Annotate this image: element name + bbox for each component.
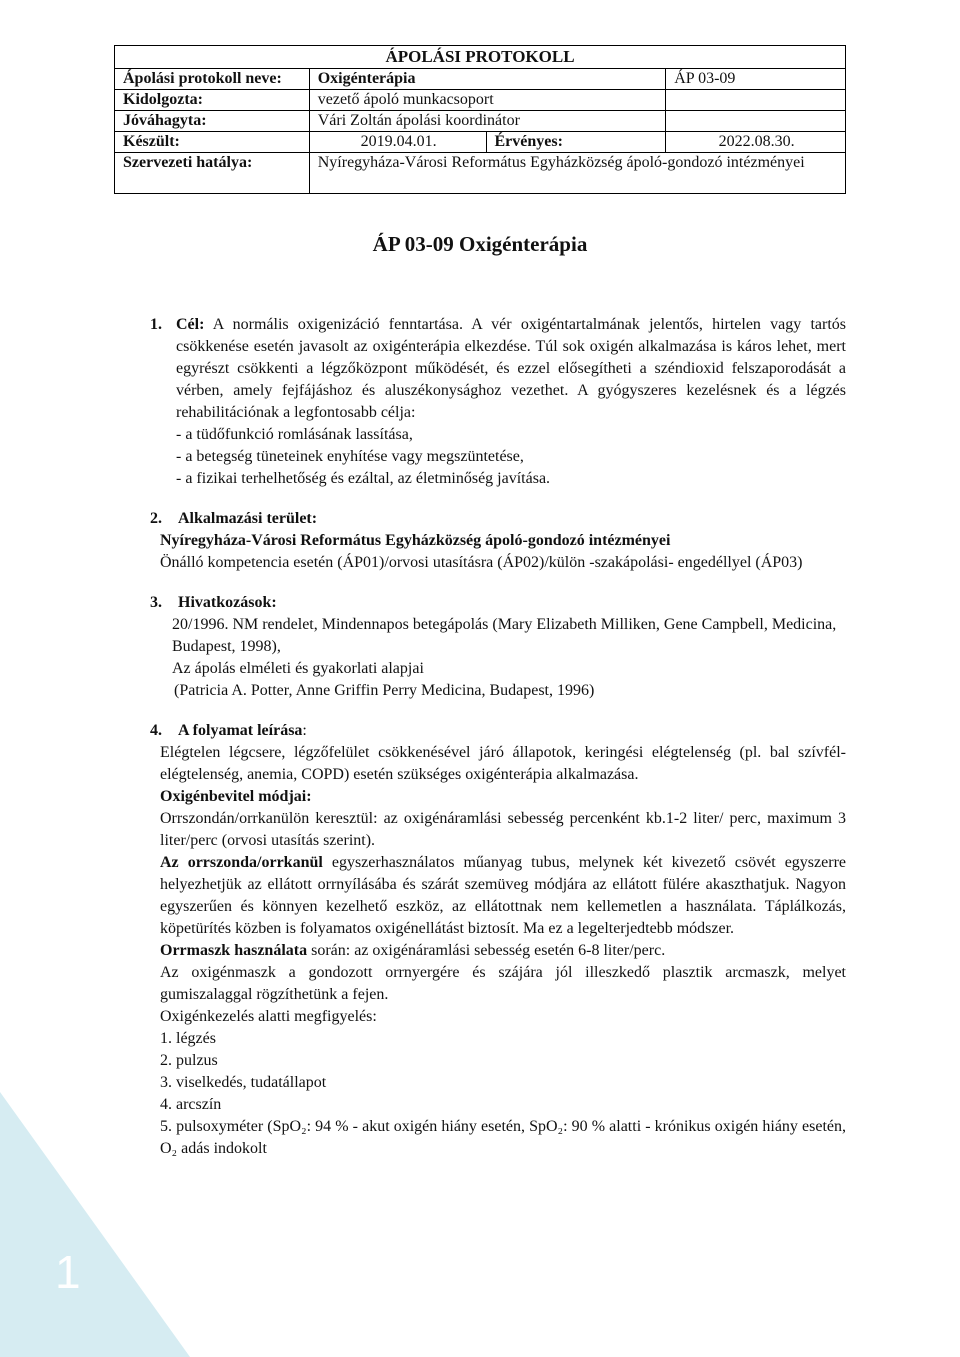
reference-line: 20/1996. NM rendelet, Mindennapos betegápolás (Mary Elizabeth Milliken, Gene Campbell, Medicina, Budapest, 1998),: [172, 616, 837, 655]
cannula-paragraph: [160, 852, 846, 940]
protocol-code: ÁP 03-09: [666, 69, 846, 90]
observation-item: 5. pulsoxyméter (SpO₂: 94 % - akut oxigén hiány esetén, SpO₂: 90 % alatti - krónikus oxigén hiány esetén, O₂ adás indokolt: [160, 1118, 846, 1157]
scope-value: Nyíregyháza-Városi Református Egyházközség ápoló-gondozó intézményei: [309, 153, 845, 194]
valid-value: 2022.08.30.: [666, 132, 846, 153]
section-number: 4.: [150, 722, 162, 739]
section-goal: [150, 314, 846, 490]
page-number: 1: [55, 1246, 81, 1298]
approved-empty-cell: [666, 111, 846, 132]
protocol-header-table: [114, 45, 846, 194]
references-heading: Hivatkozások:: [178, 594, 277, 611]
document-body: [150, 314, 846, 1160]
list-item: - a tüdőfunkció romlásának lassítása,: [176, 426, 413, 443]
section-number: 3.: [150, 594, 162, 611]
reference-line: (Patricia A. Potter, Anne Griffin Perry Medicina, Budapest, 1996): [174, 682, 595, 699]
protocol-name-label: Ápolási protokoll neve:: [115, 69, 310, 90]
author-value: vezető ápoló munkacsoport: [309, 90, 666, 111]
approved-label: Jóváhagyta:: [115, 111, 310, 132]
process-heading-text: A folyamat leírása: [178, 722, 303, 739]
section-scope: [150, 508, 846, 574]
modes-heading: Oxigénbevitel módjai:: [160, 788, 312, 805]
goal-label: Cél:: [176, 316, 205, 333]
list-item: - a betegség tüneteinek enyhítése vagy megszüntetése,: [176, 448, 524, 465]
observation-heading: Oxigénkezelés alatti megfigyelés:: [160, 1008, 377, 1025]
process-heading: [160, 720, 846, 742]
goal-text: A normális oxigenizáció fenntartása. A vér oxigéntartalmának jelentős, hirtelen vagy tartós csökkenése esetén javasolt az oxigénterápia elkezdése. Túl sok oxigén alkalmazása is káros lehet, mert egyrészt csökkenti a légzőközpont működését, és ezzel elősegítheti a széndioxid felszaporodását a vérben, amely fejfájáshoz és aluszékonysághoz vezethet. A gyógyszeres kezelésnek és a légzés rehabilitációnak a legfontosabb célja:: [176, 316, 846, 421]
made-value: 2019.04.01.: [309, 132, 486, 153]
made-label: Készült:: [115, 132, 310, 153]
section-number: 1.: [150, 316, 162, 333]
observation-item: 3. viselkedés, tudatállapot: [160, 1074, 327, 1091]
nasal-text: Orrszondán/orrkanülön keresztül: az oxigénáramlási sebesség percenként kb.1-2 liter/ perc, maximum 3 liter/perc (orvosi utasítás szerint).: [160, 810, 846, 849]
valid-label: Érvényes:: [486, 132, 666, 153]
scope-heading: Alkalmazási terület:: [178, 510, 318, 527]
document-title: ÁP 03-09 Oxigénterápia: [372, 232, 588, 256]
mask-bold: Orrmaszk használata: [160, 942, 308, 959]
protocol-header-title: ÁPOLÁSI PROTOKOLL: [115, 46, 846, 69]
mask-description: Az oxigénmaszk a gondozott orrnyergére és szájára jól illeszkedő plasztik arcmaszk, melyet gumiszalaggal rögzíthetünk a fejen.: [160, 964, 846, 1003]
observation-item: 2. pulzus: [160, 1052, 218, 1069]
section-goal-text: [160, 314, 846, 424]
author-label: Kidolgozta:: [115, 90, 310, 111]
list-item: - a fizikai terhelhetőség és ezáltal, az életminőség javítása.: [176, 470, 551, 487]
cannula-bold: Az orrszonda/orrkanül: [160, 854, 323, 871]
reference-line: Az ápolás elméleti és gyakorlati alapjai: [172, 660, 424, 677]
section-references: [150, 592, 846, 702]
approved-value: Vári Zoltán ápolási koordinátor: [309, 111, 666, 132]
mask-paragraph: [160, 940, 846, 962]
observation-item: 4. arcszín: [160, 1096, 222, 1113]
scope-org: Nyíregyháza-Városi Református Egyházközség ápoló-gondozó intézményei: [160, 532, 671, 549]
observation-item: 1. légzés: [160, 1030, 216, 1047]
author-empty-cell: [666, 90, 846, 111]
section-number: 2.: [150, 510, 162, 527]
mask-text: során: az oxigénáramlási sebesség esetén 6-8 liter/perc.: [307, 942, 666, 959]
process-heading-colon: :: [302, 722, 307, 739]
protocol-name-value: Oxigénterápia: [309, 69, 666, 90]
scope-label: Szervezeti hatálya:: [115, 153, 310, 194]
scope-text: Önálló kompetencia esetén (ÁP01)/orvosi utasításra (ÁP02)/külön -szakápolási- engedéllyel (ÁP03): [160, 554, 803, 571]
process-intro: Elégtelen légcsere, légzőfelület csökkenésével járó állapotok, keringési elégtelenség (pl. bal szívfél-elégtelenség, anemia, COPD) esetén szükséges oxigénterápia alkalmazása.: [160, 744, 846, 783]
section-process: [150, 720, 846, 1160]
cannula-text: egyszerhasználatos műanyag tubus, melynek két kivezető csövét egyszerre helyezhetjük az ellátott orrnyílásába és szárát szemüveg módjára az ellátott fülére akaszthatjuk. Nagyon egyszerűen és könnyen kezelhető eszköz, az ellátottnak nem kellemetlen a használata. Táplálkozás, köpetürítés közben is folyamatos oxigénellátást biztosít. Ma ez a legelterjedtebb módszer.: [160, 854, 846, 937]
goal-list: [160, 424, 846, 490]
